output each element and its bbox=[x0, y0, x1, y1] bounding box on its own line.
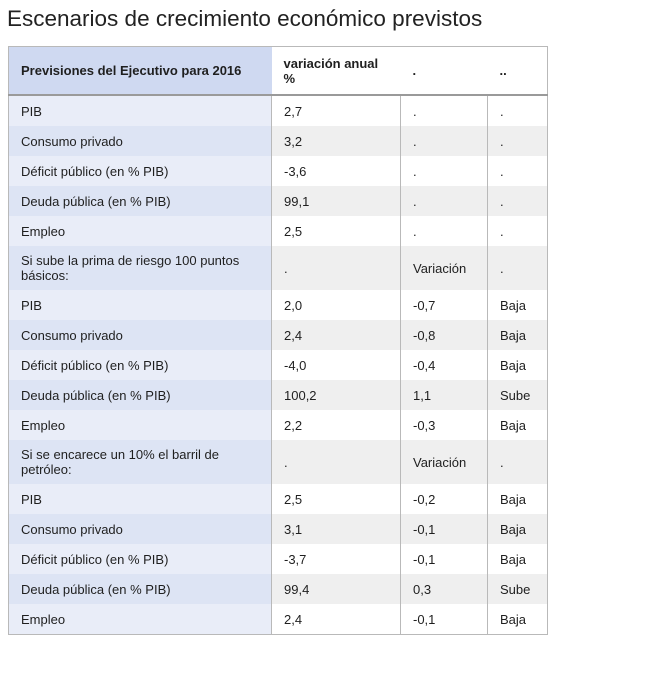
table-row bbox=[9, 216, 548, 246]
row-variation: 0,3 bbox=[401, 574, 488, 604]
row-value: . bbox=[272, 246, 401, 290]
table-row bbox=[9, 544, 548, 574]
row-label: Empleo bbox=[9, 604, 272, 635]
row-trend: Baja bbox=[488, 544, 548, 574]
row-value: 2,5 bbox=[272, 484, 401, 514]
row-value: 3,2 bbox=[272, 126, 401, 156]
row-label: Déficit público (en % PIB) bbox=[9, 156, 272, 186]
row-trend: Sube bbox=[488, 380, 548, 410]
table-row bbox=[9, 410, 548, 440]
row-trend: . bbox=[488, 440, 548, 484]
row-label: Empleo bbox=[9, 410, 272, 440]
row-label: Si se encarece un 10% el barril de petróleo: bbox=[9, 440, 272, 484]
row-value: -3,7 bbox=[272, 544, 401, 574]
row-label: Consumo privado bbox=[9, 126, 272, 156]
table-row bbox=[9, 574, 548, 604]
row-trend: Baja bbox=[488, 350, 548, 380]
row-value: 99,1 bbox=[272, 186, 401, 216]
row-label: Consumo privado bbox=[9, 514, 272, 544]
table-row bbox=[9, 604, 548, 635]
row-value: 2,2 bbox=[272, 410, 401, 440]
row-variation: . bbox=[401, 156, 488, 186]
row-trend: Baja bbox=[488, 604, 548, 635]
row-value: . bbox=[272, 440, 401, 484]
row-variation: Variación bbox=[401, 246, 488, 290]
row-label: PIB bbox=[9, 290, 272, 320]
table-row bbox=[9, 95, 548, 126]
row-variation: 1,1 bbox=[401, 380, 488, 410]
table-row bbox=[9, 126, 548, 156]
row-variation: -0,1 bbox=[401, 544, 488, 574]
header-cell-col4: .. bbox=[488, 47, 548, 96]
header-cell-annual-change: variación anual % bbox=[272, 47, 401, 96]
row-variation: . bbox=[401, 126, 488, 156]
row-label: Deuda pública (en % PIB) bbox=[9, 186, 272, 216]
table-row bbox=[9, 484, 548, 514]
row-trend: . bbox=[488, 186, 548, 216]
row-value: 2,4 bbox=[272, 320, 401, 350]
row-value: -3,6 bbox=[272, 156, 401, 186]
row-value: 99,4 bbox=[272, 574, 401, 604]
table-header bbox=[9, 47, 548, 96]
row-trend: Baja bbox=[488, 290, 548, 320]
row-trend: Baja bbox=[488, 514, 548, 544]
row-label: PIB bbox=[9, 95, 272, 126]
row-trend: . bbox=[488, 246, 548, 290]
row-variation: Variación bbox=[401, 440, 488, 484]
row-value: -4,0 bbox=[272, 350, 401, 380]
table-row bbox=[9, 440, 548, 484]
row-value: 2,7 bbox=[272, 95, 401, 126]
forecast-table bbox=[8, 46, 548, 635]
table-row bbox=[9, 156, 548, 186]
table-row bbox=[9, 290, 548, 320]
row-variation: -0,4 bbox=[401, 350, 488, 380]
row-variation: . bbox=[401, 186, 488, 216]
row-trend: Baja bbox=[488, 320, 548, 350]
row-variation: -0,2 bbox=[401, 484, 488, 514]
row-value: 2,5 bbox=[272, 216, 401, 246]
page-title: Escenarios de crecimiento económico previstos bbox=[7, 6, 483, 31]
row-value: 100,2 bbox=[272, 380, 401, 410]
row-variation: . bbox=[401, 216, 488, 246]
header-cell-concept: Previsiones del Ejecutivo para 2016 bbox=[9, 47, 272, 96]
header-row bbox=[9, 47, 548, 96]
row-variation: -0,1 bbox=[401, 604, 488, 635]
row-trend: Sube bbox=[488, 574, 548, 604]
row-variation: . bbox=[401, 95, 488, 126]
table-body bbox=[9, 95, 548, 635]
row-trend: . bbox=[488, 95, 548, 126]
row-variation: -0,3 bbox=[401, 410, 488, 440]
row-trend: . bbox=[488, 216, 548, 246]
row-trend: Baja bbox=[488, 484, 548, 514]
row-label: Deuda pública (en % PIB) bbox=[9, 574, 272, 604]
row-variation: -0,1 bbox=[401, 514, 488, 544]
row-variation: -0,8 bbox=[401, 320, 488, 350]
row-label: Deuda pública (en % PIB) bbox=[9, 380, 272, 410]
row-trend: Baja bbox=[488, 410, 548, 440]
row-label: Empleo bbox=[9, 216, 272, 246]
table-row bbox=[9, 320, 548, 350]
row-label: Déficit público (en % PIB) bbox=[9, 350, 272, 380]
row-label: Consumo privado bbox=[9, 320, 272, 350]
row-value: 2,4 bbox=[272, 604, 401, 635]
table-row bbox=[9, 350, 548, 380]
row-label: Si sube la prima de riesgo 100 puntos básicos: bbox=[9, 246, 272, 290]
row-variation: -0,7 bbox=[401, 290, 488, 320]
table-row bbox=[9, 186, 548, 216]
table-row bbox=[9, 246, 548, 290]
row-label: PIB bbox=[9, 484, 272, 514]
row-value: 2,0 bbox=[272, 290, 401, 320]
table-row bbox=[9, 514, 548, 544]
header-cell-col3: . bbox=[401, 47, 488, 96]
row-value: 3,1 bbox=[272, 514, 401, 544]
row-trend: . bbox=[488, 126, 548, 156]
row-label: Déficit público (en % PIB) bbox=[9, 544, 272, 574]
table-row bbox=[9, 380, 548, 410]
row-trend: . bbox=[488, 156, 548, 186]
